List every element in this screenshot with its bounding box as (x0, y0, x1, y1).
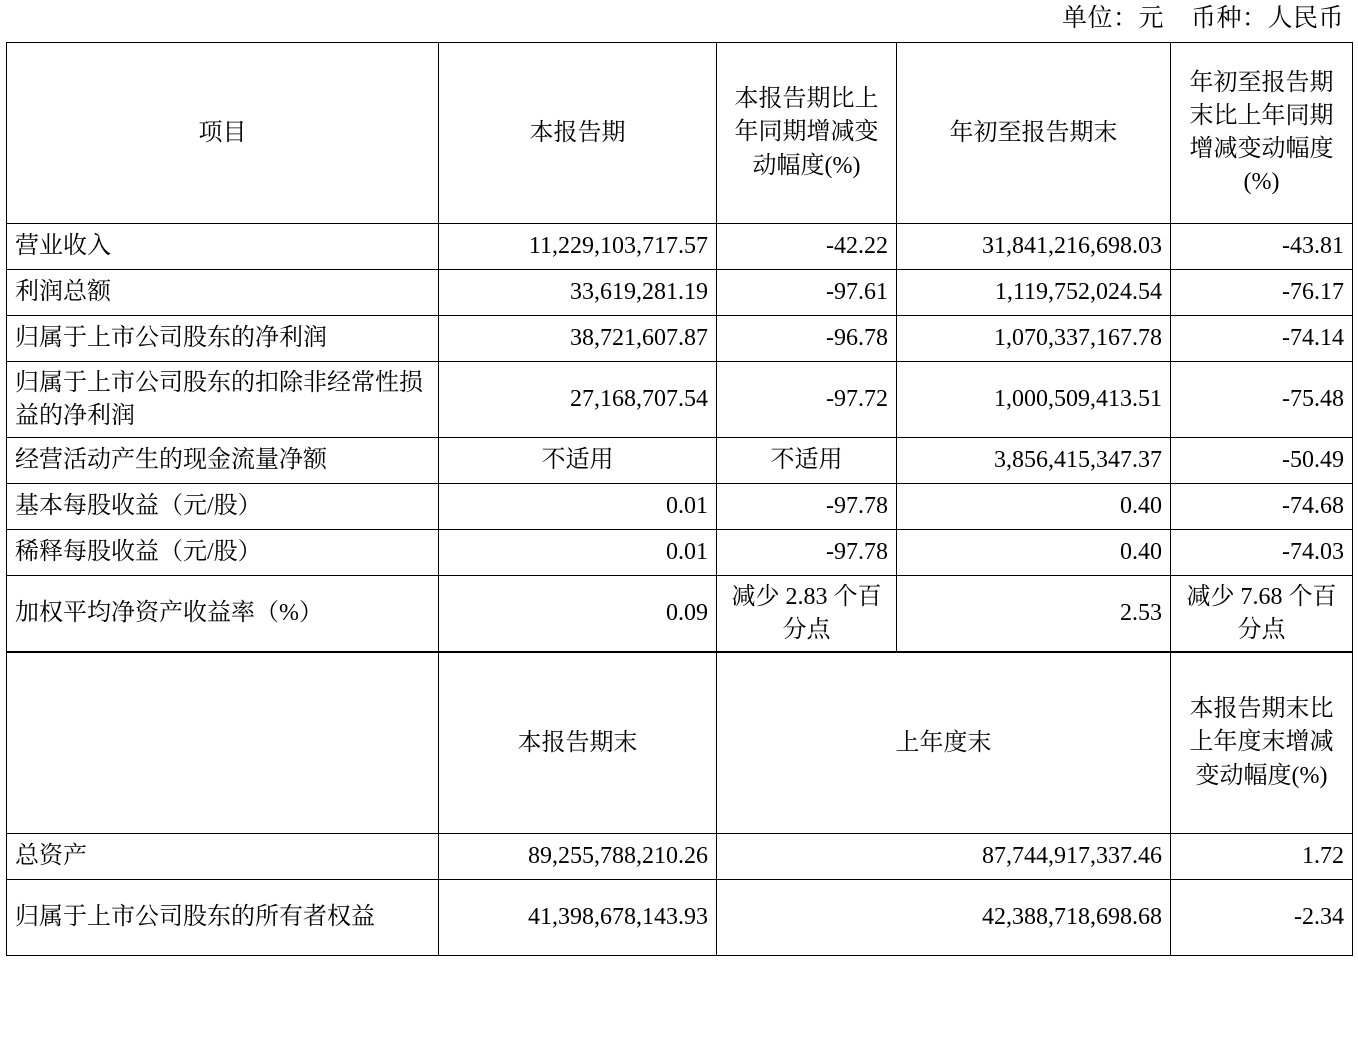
row-value-current-change: -96.78 (717, 316, 897, 362)
table-row (7, 834, 1353, 880)
row-value-current-change: 不适用 (717, 438, 897, 484)
row-value-change: -2.34 (1171, 880, 1353, 956)
row-value-ytd: 1,070,337,167.78 (897, 316, 1171, 362)
row-label: 归属于上市公司股东的所有者权益 (7, 880, 439, 956)
row-value-current-change: -97.78 (717, 530, 897, 576)
row-value-current-period: 27,168,707.54 (439, 362, 717, 438)
row-value-last-year-end: 42,388,718,698.68 (717, 880, 1171, 956)
table-row (7, 530, 1353, 576)
row-value-ytd: 0.40 (897, 484, 1171, 530)
table-row (7, 270, 1353, 316)
row-label: 归属于上市公司股东的扣除非经常性损益的净利润 (7, 362, 439, 438)
column-header-item: 项目 (7, 43, 439, 224)
table-header-row (7, 43, 1353, 224)
row-value-current-change: -97.78 (717, 484, 897, 530)
unit-currency-note: 单位：元 币种：人民币 (1061, 5, 1344, 32)
row-value-ytd-change: -75.48 (1171, 362, 1353, 438)
table-row (7, 576, 1353, 652)
row-value-period-end: 41,398,678,143.93 (439, 880, 717, 956)
column-header-blank (7, 653, 439, 834)
row-value-last-year-end: 87,744,917,337.46 (717, 834, 1171, 880)
column-header-period-end: 本报告期末 (439, 653, 717, 834)
row-value-ytd-change: -74.68 (1171, 484, 1353, 530)
row-value-change: 1.72 (1171, 834, 1353, 880)
row-label: 利润总额 (7, 270, 439, 316)
row-value-current-period: 33,619,281.19 (439, 270, 717, 316)
row-label: 稀释每股收益（元/股） (7, 530, 439, 576)
row-value-ytd: 3,856,415,347.37 (897, 438, 1171, 484)
row-value-current-period: 38,721,607.87 (439, 316, 717, 362)
financial-summary-table-balance (6, 652, 1353, 956)
financial-summary-table-period (6, 42, 1353, 652)
row-label: 加权平均净资产收益率（%） (7, 576, 439, 652)
row-value-current-period: 11,229,103,717.57 (439, 224, 717, 270)
row-value-ytd: 1,119,752,024.54 (897, 270, 1171, 316)
row-value-current-change: -97.61 (717, 270, 897, 316)
row-value-current-period: 0.09 (439, 576, 717, 652)
row-label: 归属于上市公司股东的净利润 (7, 316, 439, 362)
table-row (7, 224, 1353, 270)
row-value-current-change: -97.72 (717, 362, 897, 438)
column-header-ytd: 年初至报告期末 (897, 43, 1171, 224)
row-value-current-change: -42.22 (717, 224, 897, 270)
row-value-ytd-change: 减少 7.68 个百分点 (1171, 576, 1353, 652)
table-row (7, 362, 1353, 438)
row-label: 营业收入 (7, 224, 439, 270)
row-value-ytd: 1,000,509,413.51 (897, 362, 1171, 438)
row-value-current-period: 0.01 (439, 530, 717, 576)
row-label: 经营活动产生的现金流量净额 (7, 438, 439, 484)
row-value-ytd-change: -50.49 (1171, 438, 1353, 484)
row-value-period-end: 89,255,788,210.26 (439, 834, 717, 880)
table-row (7, 484, 1353, 530)
column-header-ytd-yoy-change: 年初至报告期末比上年同期增减变动幅度(%) (1171, 43, 1353, 224)
row-value-ytd: 2.53 (897, 576, 1171, 652)
row-value-ytd-change: -76.17 (1171, 270, 1353, 316)
row-value-current-period: 不适用 (439, 438, 717, 484)
table-row (7, 316, 1353, 362)
column-header-current-period-yoy-change: 本报告期比上年同期增减变动幅度(%) (717, 43, 897, 224)
column-header-last-year-end: 上年度末 (717, 653, 1171, 834)
row-value-current-period: 0.01 (439, 484, 717, 530)
row-label: 基本每股收益（元/股） (7, 484, 439, 530)
row-value-ytd-change: -74.14 (1171, 316, 1353, 362)
row-value-ytd: 31,841,216,698.03 (897, 224, 1171, 270)
row-value-ytd-change: -74.03 (1171, 530, 1353, 576)
row-value-current-change: 减少 2.83 个百分点 (717, 576, 897, 652)
row-value-ytd-change: -43.81 (1171, 224, 1353, 270)
row-label: 总资产 (7, 834, 439, 880)
table-header-row (7, 653, 1353, 834)
column-header-change: 本报告期末比上年度末增减变动幅度(%) (1171, 653, 1353, 834)
table-row (7, 880, 1353, 956)
column-header-current-period: 本报告期 (439, 43, 717, 224)
row-value-ytd: 0.40 (897, 530, 1171, 576)
table-row (7, 438, 1353, 484)
